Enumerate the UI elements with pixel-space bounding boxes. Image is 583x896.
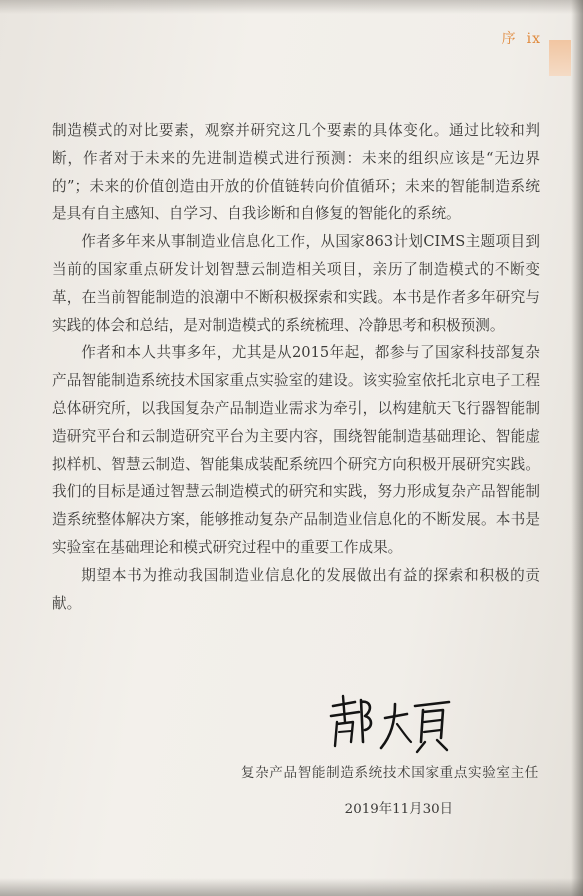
- page-shadow-bottom: [0, 878, 583, 896]
- page-number: ix: [526, 31, 541, 47]
- signatory-affiliation: 复杂产品智能制造系统技术国家重点实验室主任: [240, 765, 539, 781]
- page-edge-tab: [549, 40, 571, 76]
- paragraph-4: 期望本书为推动我国制造业信息化的发展做出有益的探索和积极的贡献。: [52, 566, 540, 612]
- paragraph-2: 作者多年来从事制造业信息化工作，从国家863计划CIMS主题项目到当前的国家重点研发计划智慧云制造相关项目，亲历了制造模式的不断变革，在当前智能制造的浪潮中不断积极探索和实践。本书是作者多年研究与实践的体会和总结，是对制造模式的系统梳理、冷静思考和积极预测。: [52, 233, 540, 334]
- page-shadow-top: [0, 0, 583, 14]
- signing-date: 2019年11月30日: [344, 802, 453, 817]
- page-shadow-right: [571, 0, 583, 896]
- paragraph-1: 制造模式的对比要素，观察并研究这几个要素的具体变化。通过比较和判断，作者对于未来的先进制造模式进行预测：未来的组织应该是“无边界的”；未来的价值创造由开放的价值链转向价值循环；未来的智能制造系统是具有自主感知、自学习、自我诊断和自修复的智能化的系统。: [52, 122, 540, 223]
- paragraph-3: 作者和本人共事多年，尤其是从2015年起，都参与了国家科技部复杂产品智能制造系统技术国家重点实验室的建设。该实验室依托北京电子工程总体研究所，以我国复杂产品制造业需求为牵引，以构建航天飞行器智能制造研究平台和云制造研究平台为主要内容，围绕智能制造基础理论、智能虚拟样机、智慧云制造、智能集成装配系统四个研究方向积极开展研究实践。我们的目标是通过智慧云制造模式的研究和实践，努力形成复杂产品智能制造系统整体解决方案，能够推动复杂产品制造业信息化的不断发展。本书是实验室在基础理论和模式研究过程中的重要工作成果。: [52, 344, 540, 556]
- preface-body: [52, 117, 540, 617]
- running-head: [502, 30, 541, 48]
- running-head-section: 序: [501, 31, 517, 47]
- handwritten-signature: [325, 692, 455, 754]
